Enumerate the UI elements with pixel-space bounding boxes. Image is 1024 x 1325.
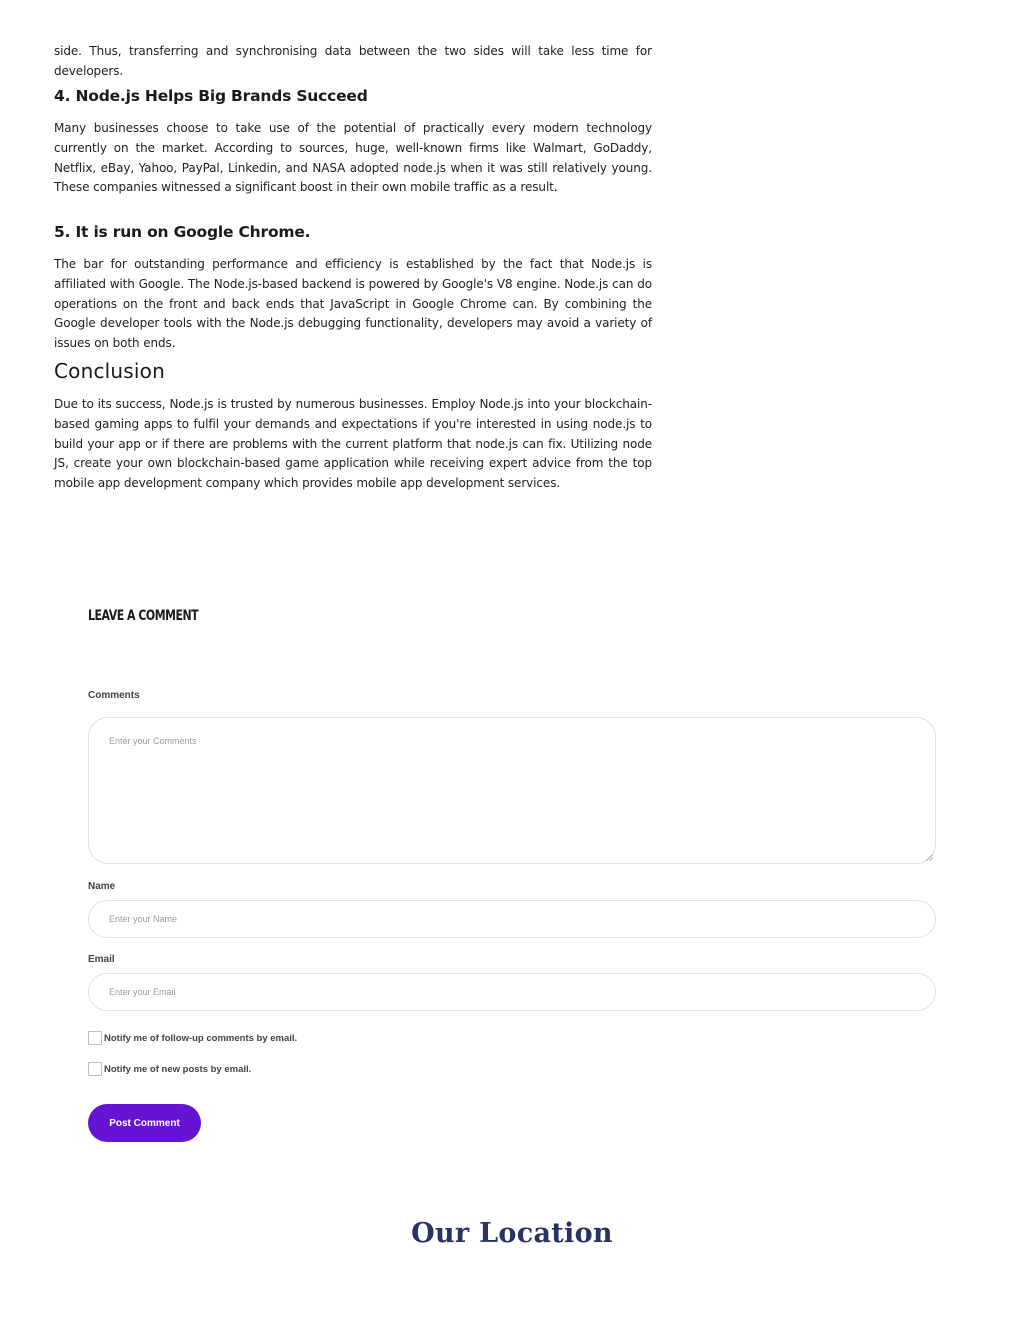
- comments-field-wrapper: [88, 717, 936, 864]
- conclusion-heading: Conclusion: [54, 359, 165, 383]
- section-body-chrome: [54, 255, 652, 354]
- section-heading-chrome: 5. It is run on Google Chrome.: [54, 223, 311, 241]
- resize-handle-icon[interactable]: [926, 854, 933, 861]
- notify-followup-option[interactable]: [88, 1030, 297, 1046]
- notify-followup-label: Notify me of follow-up comments by email.: [104, 1032, 298, 1044]
- email-field-wrapper: [88, 973, 936, 1011]
- location-heading: Our Location: [411, 1218, 613, 1249]
- comment-form-title: LEAVE A COMMENT: [88, 608, 199, 624]
- conclusion-body: [54, 395, 652, 494]
- email-label: Email: [88, 954, 115, 965]
- section-paragraph: Many businesses choose to take use of the potential of practically every modern technology currently on the market. According to sources, huge, well-known firms like Walmart, GoDaddy, Netflix, eBay, Yahoo, PayPal, Linkedin, and NASA adopted node.js when it was still relatively young. These companies witnessed a significant boost in their own mobile traffic as a result.: [54, 121, 652, 195]
- name-input[interactable]: [89, 901, 935, 937]
- section-paragraph: The bar for outstanding performance and efficiency is established by the fact that Node.js is affiliated with Google. The Node.js-based backend is powered by Google's V8 engine. Node.js can do operations on the front and back ends that JavaScript in Google Chrome can. By combining the Google developer tools with the Node.js debugging functionality, developers may avoid a variety of issues on both ends.: [54, 257, 652, 351]
- notify-new-posts-option[interactable]: [88, 1061, 251, 1077]
- notify-new-posts-checkbox[interactable]: [88, 1062, 102, 1076]
- section-heading-brands: 4. Node.js Helps Big Brands Succeed: [54, 87, 368, 105]
- name-label: Name: [88, 881, 116, 892]
- notify-new-posts-label: Notify me of new posts by email.: [104, 1063, 252, 1075]
- name-field-wrapper: [88, 900, 936, 938]
- article-lead-line: side. Thus, transferring and synchronising data between the two sides will take less time for developers.: [54, 44, 652, 78]
- notify-followup-checkbox[interactable]: [88, 1031, 102, 1045]
- conclusion-paragraph: Due to its success, Node.js is trusted by numerous businesses. Employ Node.js into your blockchain-based gaming apps to fulfil your demands and expectations if you're interested in using node.js to build your app or if there are problems with the current platform that node.js can fix. Utilizing node JS, create your own blockchain-based game application while receiving expert advice from the top mobile app development company which provides mobile app development services.: [54, 397, 652, 491]
- comments-label: Comments: [88, 690, 140, 701]
- email-input[interactable]: [89, 974, 935, 1010]
- comments-textarea[interactable]: [89, 718, 935, 863]
- section-body-brands: [54, 119, 652, 198]
- post-comment-button[interactable]: Post Comment: [88, 1104, 201, 1142]
